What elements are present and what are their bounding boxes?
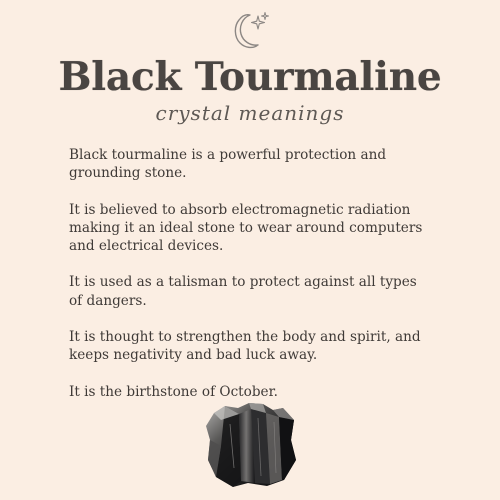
description-paragraph: It is the birthstone of October. [69,383,278,400]
description-paragraph: It is believed to absorb electromagnetic radiation making it an ideal stone to wear around computers and electrical devices. [69,201,423,255]
description-paragraph: It is thought to strengthen the body and spirit, and keeps negativity and bad luck away. [69,329,421,364]
description-content [69,146,434,419]
description-paragraph: It is used as a talisman to protect against all types of dangers. [69,274,417,309]
page-subtitle: crystal meanings [155,101,345,125]
black-tourmaline-stone-image [200,398,300,490]
crescent-moon-stars-icon [231,10,273,52]
page-title: Black Tourmaline [58,54,442,100]
description-paragraph: Black tourmaline is a powerful protection and grounding stone. [69,147,387,182]
